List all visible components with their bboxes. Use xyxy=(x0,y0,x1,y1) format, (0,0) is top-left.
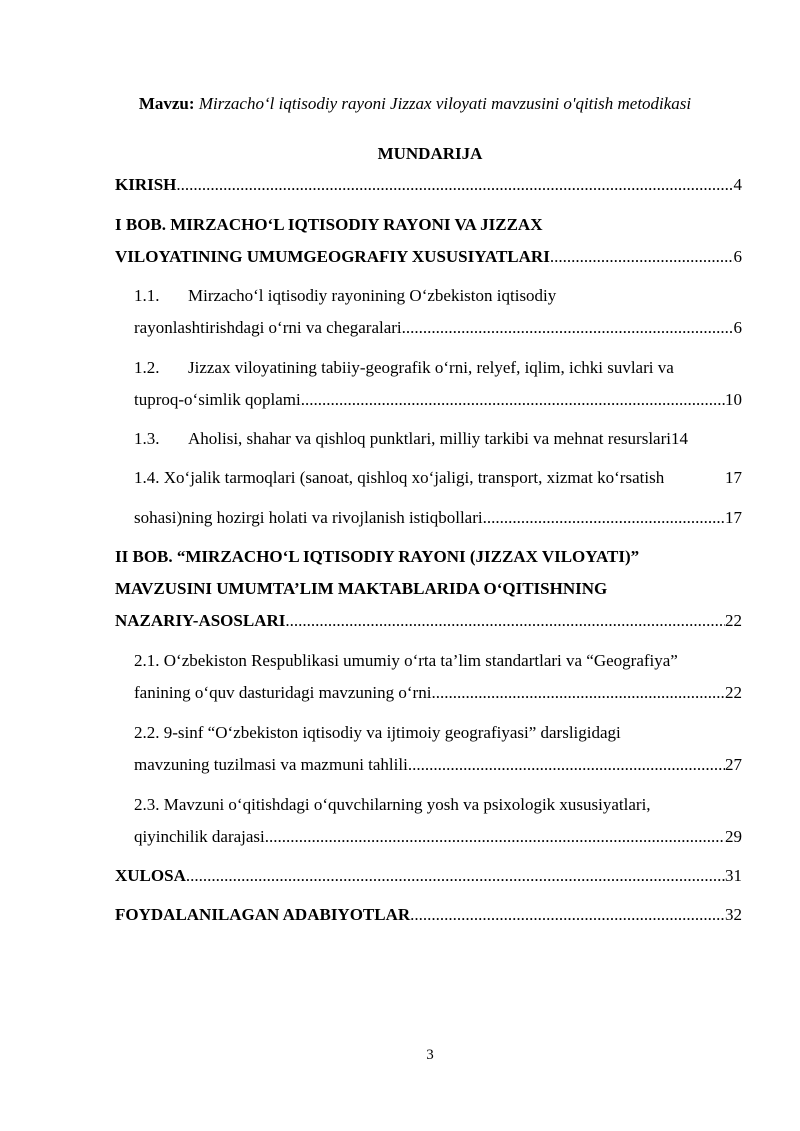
toc-chapter-2-line2[interactable]: MAVZUSINI UMUMTA’LIM MAKTABLARIDA O‘QITISHNING xyxy=(115,579,608,598)
toc-page-number: 22 xyxy=(725,611,742,630)
toc-section-1-2-line2: tuproq-o‘simlik qoplami xyxy=(134,390,301,409)
toc-chapter-2-line3: NAZARIY-ASOSLARI xyxy=(115,611,286,630)
toc-page-number: 22 xyxy=(725,683,742,702)
toc-page-number: 17 xyxy=(725,468,742,487)
toc-heading: MUNDARIJA xyxy=(377,144,483,163)
page-number: 3 xyxy=(426,1047,434,1063)
topic-title: Mirzacho‘l iqtisodiy rayoni Jizzax viloyati mavzusini o'qitish metodikasi xyxy=(198,94,692,113)
toc-leader-dots xyxy=(176,173,733,197)
toc-section-number: 1.1. xyxy=(134,286,160,305)
topic-line xyxy=(90,92,740,116)
toc-page-number: 32 xyxy=(725,905,742,924)
toc-leader-dots xyxy=(483,506,725,530)
toc-page-number: 14 xyxy=(671,429,688,448)
toc-leader-dots xyxy=(408,753,725,777)
toc-leader-dots xyxy=(285,609,725,633)
toc-entry-conclusion-text: XULOSA xyxy=(115,866,186,885)
toc-entry-conclusion[interactable] xyxy=(115,864,742,888)
toc-entry-intro-text: KIRISH xyxy=(115,175,177,194)
toc-section-2-1-line1[interactable]: 2.1. O‘zbekiston Respublikasi umumiy o‘rta ta’lim standartlari va “Geografiya” xyxy=(134,651,678,670)
toc-entry-intro[interactable] xyxy=(115,173,742,197)
toc-page-number: 6 xyxy=(733,318,742,337)
toc-leader-dots xyxy=(301,388,725,412)
toc-section-1-1-line1[interactable] xyxy=(134,284,556,308)
toc-section-title: Aholisi, shahar va qishloq punktlari, milliy tarkibi va mehnat resurslari xyxy=(188,429,671,448)
toc-page-number: 4 xyxy=(733,175,742,194)
toc-section-1-1[interactable] xyxy=(134,316,742,340)
toc-chapter-2-line1[interactable]: II BOB. “MIRZACHO‘L IQTISODIY RAYONI (JIZZAX VILOYATI)” xyxy=(115,547,640,566)
toc-section-1-4[interactable] xyxy=(134,506,742,530)
toc-section-1-4-line1[interactable] xyxy=(134,466,742,490)
toc-section-1-2[interactable] xyxy=(134,388,742,412)
toc-chapter-1-line1[interactable]: I BOB. MIRZACHO‘L IQTISODIY RAYONI VA JIZZAX xyxy=(115,215,543,234)
toc-leader-dots xyxy=(265,825,725,849)
toc-chapter-2[interactable] xyxy=(115,609,742,633)
toc-chapter-1[interactable] xyxy=(115,245,742,269)
toc-leader-dots xyxy=(402,316,734,340)
toc-section-number: 1.3. xyxy=(134,429,160,448)
toc-leader-dots xyxy=(550,245,734,269)
toc-page-number: 29 xyxy=(725,827,742,846)
toc-entry-references-text: FOYDALANILAGAN ADABIYOTLAR xyxy=(115,905,411,924)
toc-section-title: 1.4. Xo‘jalik tarmoqlari (sanoat, qishloq xo‘jaligi, transport, xizmat ko‘rsatish xyxy=(134,468,665,487)
toc-section-number: 1.2. xyxy=(134,358,160,377)
topic-label: Mavzu: xyxy=(138,94,195,113)
toc-leader-dots xyxy=(431,681,725,705)
toc-leader-dots xyxy=(186,864,725,888)
toc-section-1-1-line2: rayonlashtirishdagi o‘rni va chegaralari xyxy=(134,318,402,337)
toc-entry-references[interactable] xyxy=(115,903,742,927)
toc-section-2-2-line2: mavzuning tuzilmasi va mazmuni tahlili xyxy=(134,755,408,774)
toc-page-number: 17 xyxy=(725,508,742,527)
toc-section-title: Jizzax viloyatining tabiiy-geografik o‘rni, relyef, iqlim, ichki suvlari va xyxy=(188,358,674,377)
toc-section-2-3[interactable] xyxy=(134,825,742,849)
toc-section-title: Mirzacho‘l iqtisodiy rayonining O‘zbekiston iqtisodiy xyxy=(188,286,557,305)
toc-page-number: 10 xyxy=(725,390,742,409)
toc-section-2-2[interactable] xyxy=(134,753,742,777)
toc-section-2-1[interactable] xyxy=(134,681,742,705)
toc-page-number: 6 xyxy=(733,247,742,266)
toc-section-2-3-line2: qiyinchilik darajasi xyxy=(134,827,265,846)
toc-section-2-1-line2: fanining o‘quv dasturidagi mavzuning o‘rni xyxy=(134,683,432,702)
toc-section-1-3[interactable] xyxy=(134,427,742,451)
toc-section-1-4-line2: sohasi)ning hozirgi holati va rivojlanish istiqbollari xyxy=(134,508,483,527)
toc-section-2-2-line1[interactable]: 2.2. 9-sinf “O‘zbekiston iqtisodiy va ijtimoiy geografiyasi” darsligidagi xyxy=(134,723,621,742)
toc-leader-dots xyxy=(410,903,725,927)
toc-chapter-1-line2: VILOYATINING UMUMGEOGRAFIY XUSUSIYATLARI xyxy=(115,247,550,266)
toc-page-number: 27 xyxy=(725,755,742,774)
toc-section-1-2-line1[interactable] xyxy=(134,356,674,380)
toc-section-2-3-line1[interactable]: 2.3. Mavzuni o‘qitishdagi o‘quvchilarning yosh va psixologik xususiyatlari, xyxy=(134,795,651,814)
toc-page-number: 31 xyxy=(725,866,742,885)
